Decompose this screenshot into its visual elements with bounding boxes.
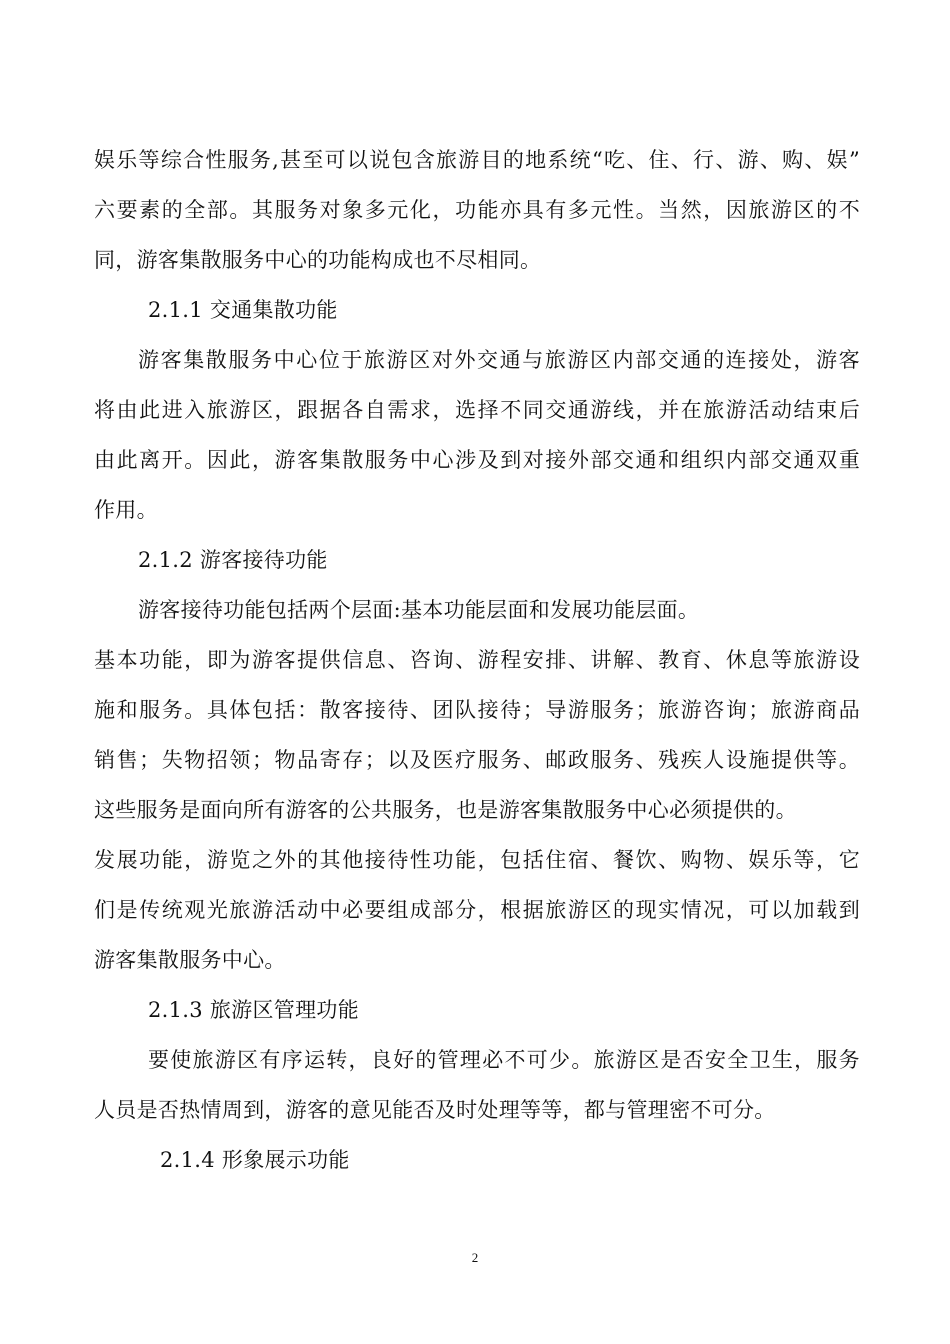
section-heading-2-1-4: 2.1.4 形象展示功能 xyxy=(160,1148,350,1172)
s211-line-1: 游客集散服务中心位于旅游区对外交通与旅游区内部交通的连接处，游客 xyxy=(138,348,860,372)
page-number: 2 xyxy=(471,1250,479,1265)
intro-line-3: 同，游客集散服务中心的功能构成也不尽相同。 xyxy=(94,248,542,272)
s211-line-4: 作用。 xyxy=(94,498,158,522)
section-heading-2-1-3: 2.1.3 旅游区管理功能 xyxy=(148,998,360,1022)
s211-line-2: 将由此进入旅游区，跟据各自需求，选择不同交通游线，并在旅游活动结束后 xyxy=(94,398,860,422)
s213-line-2: 人员是否热情周到，游客的意见能否及时处理等等，都与管理密不可分。 xyxy=(94,1098,776,1122)
s212-basic-line-2: 施和服务。具体包括：散客接待、团队接待；导游服务；旅游咨询；旅游商品 xyxy=(94,698,860,722)
intro-line-2: 六要素的全部。其服务对象多元化，功能亦具有多元性。当然，因旅游区的不 xyxy=(94,198,860,222)
s211-line-3: 由此离开。因此，游客集散服务中心涉及到对接外部交通和组织内部交通双重 xyxy=(94,448,860,472)
s212-dev-line-3: 游客集散服务中心。 xyxy=(94,948,286,972)
s212-basic-line-1: 基本功能，即为游客提供信息、咨询、游程安排、讲解、教育、休息等旅游设 xyxy=(94,648,860,672)
s212-line-1: 游客接待功能包括两个层面:基本功能层面和发展功能层面。 xyxy=(138,598,700,622)
s212-basic-line-3: 销售；失物招领；物品寄存；以及医疗服务、邮政服务、残疾人设施提供等。 xyxy=(94,748,860,772)
section-heading-2-1-2: 2.1.2 游客接待功能 xyxy=(138,548,328,572)
s213-line-1: 要使旅游区有序运转，良好的管理必不可少。旅游区是否安全卫生，服务 xyxy=(148,1048,860,1072)
s212-dev-line-2: 们是传统观光旅游活动中必要组成部分，根据旅游区的现实情况，可以加载到 xyxy=(94,898,860,922)
s212-dev-line-1: 发展功能，游览之外的其他接待性功能，包括住宿、餐饮、购物、娱乐等，它 xyxy=(94,848,860,872)
s212-basic-line-4: 这些服务是面向所有游客的公共服务，也是游客集散服务中心必须提供的。 xyxy=(94,798,797,822)
intro-line-1: 娱乐等综合性服务,甚至可以说包含旅游目的地系统“吃、住、行、游、购、娱” xyxy=(94,148,860,172)
section-heading-2-1-1: 2.1.1 交通集散功能 xyxy=(148,298,338,322)
